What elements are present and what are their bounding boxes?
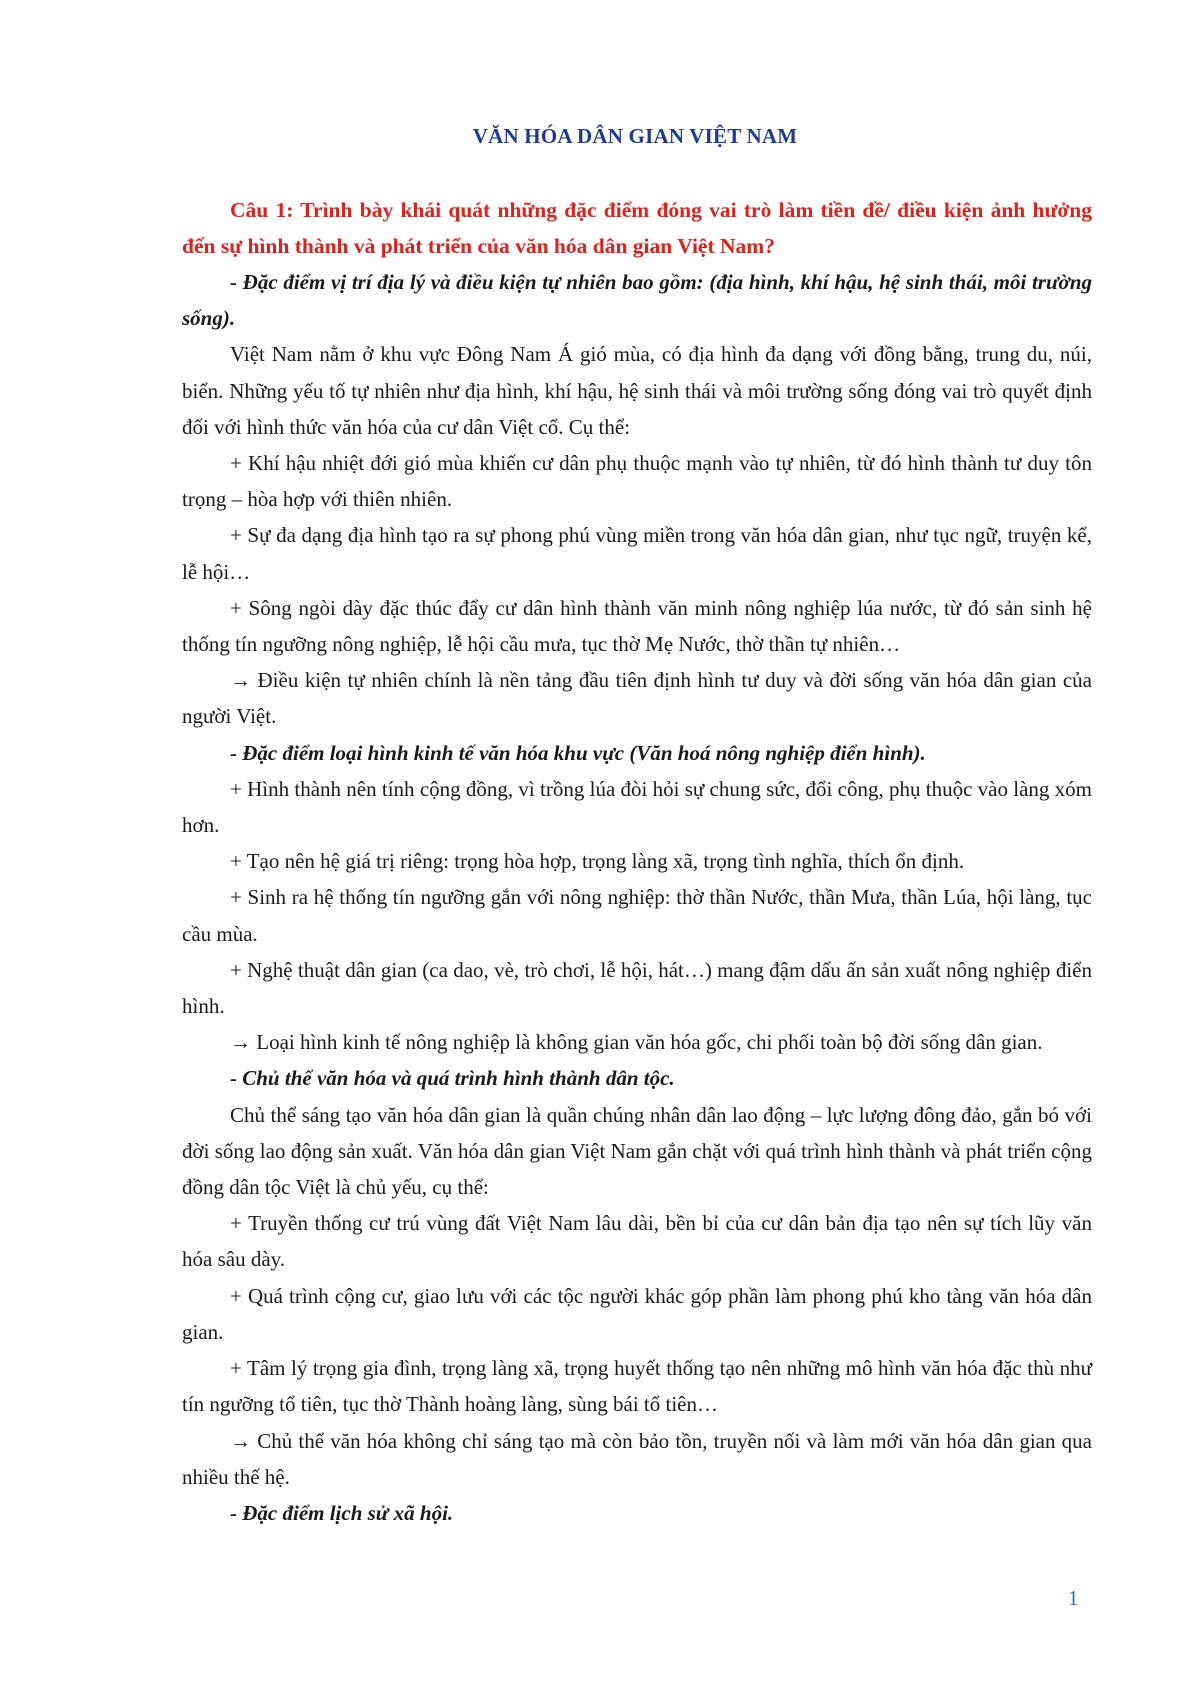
body-paragraph: + Hình thành nên tính cộng đồng, vì trồng lúa đòi hỏi sự chung sức, đổi công, phụ thuộc vào làng xóm hơn.	[182, 776, 1092, 838]
body-paragraph: + Truyền thống cư trú vùng đất Việt Nam lâu dài, bền bỉ của cư dân bản địa tạo nên sự tích lũy văn hóa sâu dày.	[182, 1211, 1092, 1272]
body-paragraph: Việt Nam nằm ở khu vực Đông Nam Á gió mùa, có địa hình đa dạng với đồng bằng, trung du, núi, biển. Những yếu tố tự nhiên như địa hình, khí hậu, hệ sinh thái và môi trường sống đóng vai trò quyết định đối với hình thức văn hóa của cư dân Việt cổ. Cụ thể:	[182, 342, 1092, 439]
body-paragraph: + Sự đa dạng địa hình tạo ra sự phong phú vùng miền trong văn hóa dân gian, như tục ngữ, truyện kể, lễ hội…	[182, 523, 1092, 584]
body-paragraph: + Quá trình cộng cư, giao lưu với các tộc người khác góp phần làm phong phú kho tàng văn hóa dân gian.	[182, 1283, 1092, 1344]
body-paragraph: + Khí hậu nhiệt đới gió mùa khiến cư dân phụ thuộc mạnh vào tự nhiên, từ đó hình thành tư duy tôn trọng – hòa hợp với thiên nhiên.	[182, 451, 1092, 512]
body-paragraph: Chủ thể sáng tạo văn hóa dân gian là quần chúng nhân dân lao động – lực lượng đông đảo, gắn bó với đời sống lao động sản xuất. Văn hóa dân gian Việt Nam gắn chặt với quá trình hình thành và phát triển cộng đồng dân tộc Việt là chủ yếu, cụ thể:	[182, 1102, 1092, 1200]
body-paragraph: + Sinh ra hệ thống tín ngưỡng gắn với nông nghiệp: thờ thần Nước, thần Mưa, thần Lúa, hội làng, tục cầu mùa.	[182, 885, 1092, 946]
section-heading-subject: - Chủ thể văn hóa và quá trình hình thành dân tộc.	[230, 1066, 675, 1091]
body-paragraph: → Điều kiện tự nhiên chính là nền tảng đầu tiên định hình tư duy và đời sống văn hóa dân gian của người Việt.	[182, 668, 1092, 729]
body-paragraph: + Tâm lý trọng gia đình, trọng làng xã, trọng huyết thống tạo nên những mô hình văn hóa đặc thù như tín ngưỡng tổ tiên, tục thờ Thành hoàng làng, sùng bái tổ tiên…	[182, 1356, 1092, 1417]
body-paragraph: + Sông ngòi dày đặc thúc đẩy cư dân hình thành văn minh nông nghiệp lúa nước, từ đó sản sinh hệ thống tín ngưỡng nông nghiệp, lễ hội cầu mưa, tục thờ Mẹ Nước, thờ thần tự nhiên…	[182, 595, 1092, 657]
section-heading-geography: - Đặc điểm vị trí địa lý và điều kiện tự nhiên bao gồm: (địa hình, khí hậu, hệ sinh thái, môi trường sống).	[182, 270, 1092, 331]
section-heading-history: - Đặc điểm lịch sử xã hội.	[230, 1500, 454, 1525]
body-paragraph: → Chủ thể văn hóa không chỉ sáng tạo mà còn bảo tồn, truyền nối và làm mới văn hóa dân gian qua nhiều thế hệ.	[182, 1428, 1092, 1489]
document-title: VĂN HÓA DÂN GIAN VIỆT NAM	[472, 124, 798, 148]
question-1: Câu 1: Trình bày khái quát những đặc điểm đóng vai trò làm tiền đề/ điều kiện ảnh hưởng đến sự hình thành và phát triển của văn hóa dân gian Việt Nam?	[182, 198, 1092, 258]
body-paragraph: → Loại hình kinh tế nông nghiệp là không gian văn hóa gốc, chi phối toàn bộ đời sống dân gian.	[230, 1030, 1043, 1055]
body-paragraph: + Nghệ thuật dân gian (ca dao, vè, trò chơi, lễ hội, hát…) mang đậm dấu ấn sản xuất nông nghiệp điển hình.	[182, 957, 1092, 1019]
body-paragraph: + Tạo nên hệ giá trị riêng: trọng hòa hợp, trọng làng xã, trọng tình nghĩa, thích ổn định.	[230, 849, 965, 874]
document-body	[182, 192, 1092, 1531]
page-number: 1	[1068, 1586, 1079, 1610]
section-heading-economy: - Đặc điểm loại hình kinh tế văn hóa khu vực (Văn hoá nông nghiệp điển hình).	[230, 740, 926, 765]
